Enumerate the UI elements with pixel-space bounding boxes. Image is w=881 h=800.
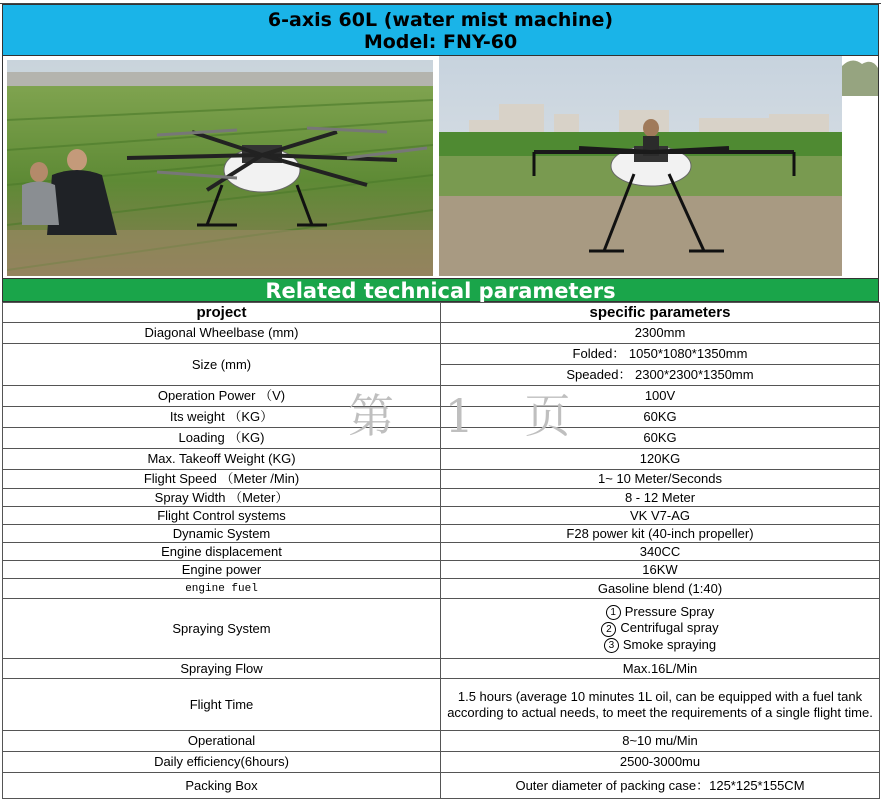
param-value: 60KG [441,428,880,449]
table-row [3,344,880,365]
param-label: Spraying Flow [3,659,441,679]
table-row [3,407,880,428]
table-row [3,386,880,407]
section-title: Related technical parameters [2,278,879,302]
photo-row [2,56,879,278]
table-row [3,428,880,449]
param-label: Engine displacement [3,543,441,561]
param-value: 16KW [441,561,880,579]
param-value: Speaded： 2300*2300*1350mm [441,365,880,386]
table-row [3,449,880,470]
param-label: Spraying System [3,599,441,659]
param-label: Packing Box [3,773,441,799]
circled-number: 3 [604,638,619,653]
param-value: 2500-3000mu [441,752,880,773]
table-row [3,543,880,561]
param-label: engine fuel [3,579,441,599]
param-value: Folded： 1050*1080*1350mm [441,344,880,365]
table-row [3,579,880,599]
param-label: Flight Control systems [3,507,441,525]
param-label: Flight Speed （Meter /Min) [3,470,441,489]
param-value: Max.16L/Min [441,659,880,679]
param-value: 60KG [441,407,880,428]
drone-buildings-photo [439,56,842,276]
param-value: 100V [441,386,880,407]
table-row [3,679,880,731]
table-row [3,561,880,579]
parameters-table [2,302,880,799]
param-value: VK V7-AG [441,507,880,525]
table-row [3,659,880,679]
param-value: Gasoline blend (1:40) [441,579,880,599]
param-value: Outer diameter of packing case：125*125*155CM [441,773,880,799]
param-value: 8 - 12 Meter [441,489,880,507]
list-item [445,604,875,620]
product-title: 6-axis 60L (water mist machine) [267,9,614,31]
header-project: project [3,303,441,323]
table-row [3,507,880,525]
param-label: Dynamic System [3,525,441,543]
table-row [3,470,880,489]
tree-fragment [842,56,878,96]
header-specific-parameters: specific parameters [441,303,880,323]
param-label: Flight Time [3,679,441,731]
param-label: Engine power [3,561,441,579]
list-item [445,637,875,653]
param-value: 1.5 hours (average 10 minutes 1L oil, can be equipped with a fuel tank according to actual needs, to meet the requirements of a single flight time. [441,679,880,731]
param-value: 8~10 mu/Min [441,731,880,752]
table-row [3,489,880,507]
list-item [445,620,875,636]
param-label: Spray Width （Meter） [3,489,441,507]
param-label: Daily efficiency(6hours) [3,752,441,773]
param-value: F28 power kit (40-inch propeller) [441,525,880,543]
param-label: Operation Power （V) [3,386,441,407]
table-row [3,323,880,344]
param-value: 1~ 10 Meter/Seconds [441,470,880,489]
param-value: 2300mm [441,323,880,344]
circled-number: 1 [606,605,621,620]
list-item-text: Smoke spraying [622,636,717,652]
param-label: Size (mm) [3,344,441,386]
param-label: Its weight （KG） [3,407,441,428]
circled-number: 2 [601,622,616,637]
param-label: Max. Takeoff Weight (KG) [3,449,441,470]
drone-field-photo [7,60,433,276]
list-item-text: Centrifugal spray [620,620,719,636]
model-title: Model: FNY-60 [363,31,518,53]
table-row [3,773,880,799]
table-row [3,525,880,543]
param-label: Diagonal Wheelbase (mm) [3,323,441,344]
table-row [3,599,880,659]
table-row [3,752,880,773]
list-item-text: Pressure Spray [624,604,715,620]
param-value: 120KG [441,449,880,470]
param-label: Operational [3,731,441,752]
param-label: Loading （KG) [3,428,441,449]
table-row [3,731,880,752]
title-banner [2,4,879,56]
spraying-system-list [441,599,880,659]
page-watermark: 第 1 页 [348,389,589,443]
param-value: 340CC [441,543,880,561]
table-header-row [3,303,880,323]
